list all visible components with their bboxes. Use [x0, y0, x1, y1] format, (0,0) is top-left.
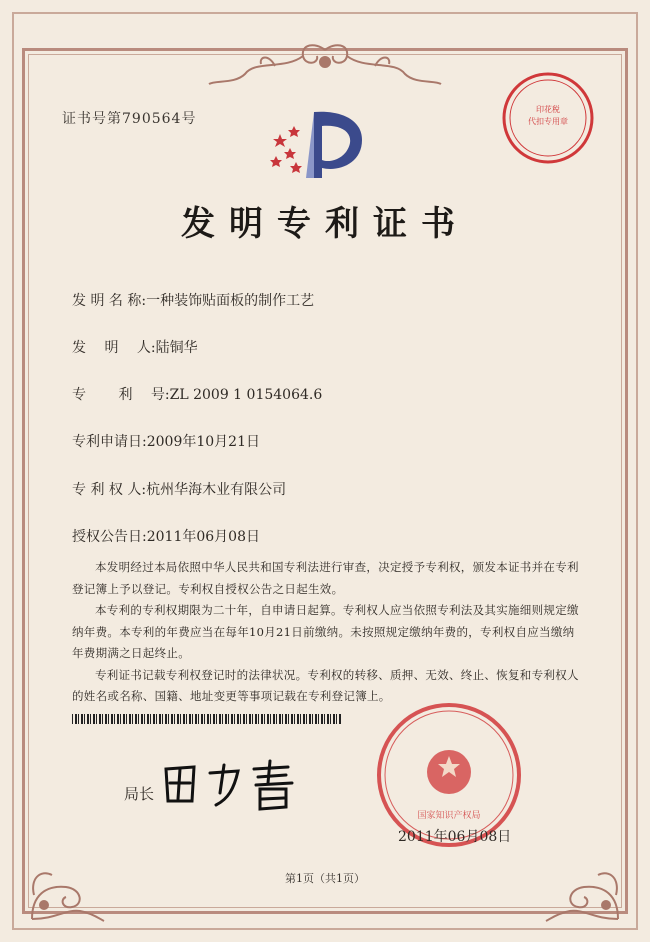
- field-patentee: [72, 479, 286, 499]
- director-signature-icon: [158, 755, 308, 815]
- field-value: ZL 2009 1 0154064.6: [169, 387, 323, 403]
- field-value: 一种装饰贴面板的制作工艺: [146, 293, 315, 309]
- field-value: 2011年06月08日: [146, 529, 260, 545]
- field-label: 专 利 权 人:: [72, 482, 147, 498]
- certificate-number: 证书号第790564号: [62, 111, 197, 127]
- field-invention-name: [72, 290, 314, 310]
- svg-text:印花税: 印花税: [536, 105, 560, 114]
- page-footer: 第1页（共1页）: [285, 872, 365, 885]
- field-value: 2009年10月21日: [146, 434, 260, 450]
- body-paragraph: 专利证书记载专利权登记时的法律状况。专利权的转移、质押、无效、终止、恢复和专利权人的姓名或名称、国籍、地址变更等事项记载在专利登记簿上。: [72, 667, 579, 703]
- body-paragraph: 本专利的专利权期限为二十年，自申请日起算。专利权人应当依照专利法及其实施细则规定缴纳年费。本专利的年费应当在每年10月21日前缴纳。未按照规定缴纳年费的，专利权自应当缴纳年费期满之日起终止。: [72, 603, 579, 660]
- field-value: 杭州华海木业有限公司: [146, 482, 287, 498]
- director-label: 局长: [124, 785, 155, 803]
- field-label: 专利申请日:: [72, 434, 147, 450]
- field-label: 授权公告日:: [72, 529, 147, 545]
- tax-stamp-seal-icon: [500, 70, 596, 166]
- certificate-title: 发明专利证书: [181, 204, 469, 244]
- body-paragraph: 本发明经过本局依照中华人民共和国专利法进行审查，决定授予专利权，颁发本证书并在专利登记簿上予以登记。专利权自授权公告之日起生效。: [72, 560, 579, 596]
- barcode: [72, 714, 342, 724]
- field-label: 专 利 号:: [72, 387, 170, 403]
- field-application-date: [72, 431, 260, 451]
- patent-office-logo-icon: [266, 104, 376, 184]
- top-ornament-icon: [205, 40, 445, 88]
- field-value: 陆铜华: [155, 340, 198, 356]
- svg-text:国家知识产权局: 国家知识产权局: [417, 811, 481, 821]
- issue-date: 2011年06月08日: [398, 829, 512, 845]
- field-label: 发 明 名 称:: [72, 293, 147, 309]
- certificate-body: [72, 557, 582, 708]
- field-grant-date: [72, 526, 260, 546]
- field-inventor: [72, 337, 198, 357]
- field-label: 发 明 人:: [72, 340, 156, 356]
- field-patent-number: [72, 384, 322, 404]
- svg-text:代扣专用章: 代扣专用章: [528, 117, 568, 126]
